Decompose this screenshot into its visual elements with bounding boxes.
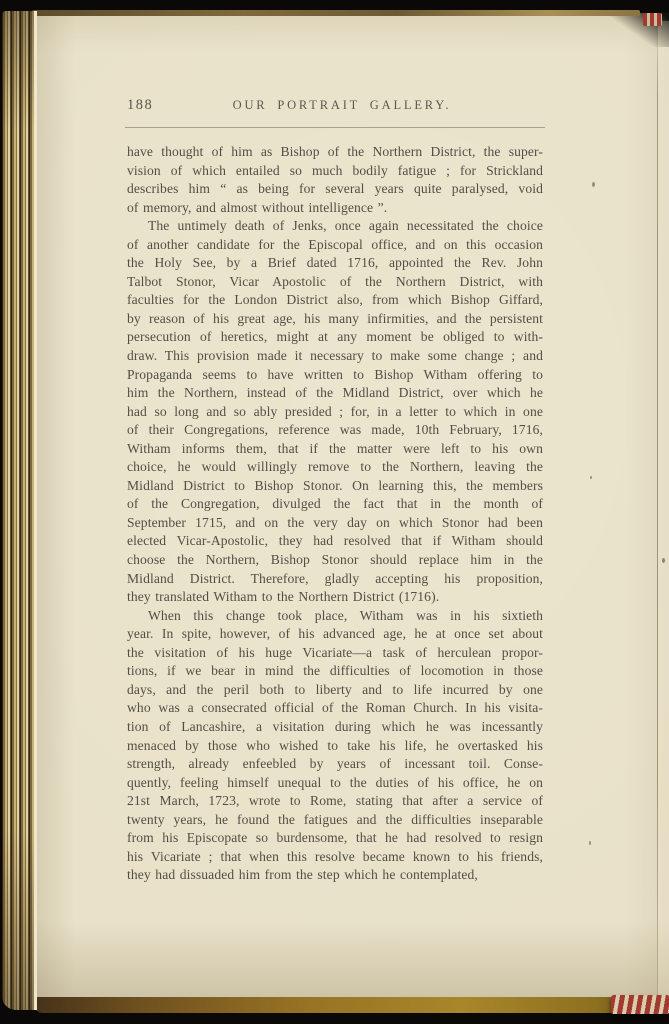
text-line: describes him “ as being for several years quite paralysed, void [127,181,543,197]
text-line: September 1715, and on the very day on which Stonor had been [127,514,543,530]
spine-headband-top [643,13,662,26]
text-line: who was a consecrated official of the Roman Church. In his visita- [127,700,543,716]
page-speck [592,182,595,187]
text-line: him the Northern, instead of the Midland District, over which he [127,385,543,401]
text-line: of their Congregations, reference was made, 10th February, 1716, [127,422,543,438]
spine-headband-bottom [611,995,669,1014]
next-page-sliver [658,21,669,1000]
book-page [30,13,669,1000]
text-line: strength, already enfeebled by years of incessant toil. Conse- [127,756,543,772]
text-line: had so long and so ably presided ; for, in a letter to which in one [127,403,543,419]
text-line: have thought of him as Bishop of the Northern District, the super- [127,144,543,159]
text-line: faculties for the London District also, from which Bishop Giffard, [127,292,543,308]
text-line: Midland District. Therefore, gladly accepting his proposition, [127,570,543,586]
page-gutter-line [657,19,658,998]
text-line: they had dissuaded him from the step which he contemplated, [127,867,478,883]
text-line: When this change took place, Witham was in his sixtieth [148,607,543,623]
book-fore-edge-stack [2,11,37,1010]
text-line: tion of Lancashire, a visitation during which he was incessantly [127,718,543,734]
page-number: 188 [127,97,154,113]
running-title: OUR PORTRAIT GALLERY. [232,98,452,112]
text-line: Midland District to Bishop Stonor. On learning this, the members [127,477,543,493]
paragraph [127,217,543,606]
text-line: vision of which entailed so much bodily fatigue ; for Strickland [127,162,543,178]
text-line: elected Vicar-Apostolic, they had resolved that if Witham should [127,533,543,549]
text-line: twenty years, he found the fatigues and the difficulties inseparable [127,811,543,827]
text-line: of the Congregation, divulged the fact that in the month of [127,496,543,512]
text-line: the visitation of his huge Vicariate—a task of herculean propor- [127,644,543,660]
text-line: days, and the peril both to liberty and to life incurred by one [127,681,543,697]
text-line: the Holy See, by a Brief dated 1716, appointed the Rev. John [127,255,543,271]
text-line: The untimely death of Jenks, once again necessitated the choice [148,218,543,234]
text-line: 21st March, 1723, wrote to Rome, stating that after a service of [127,793,543,809]
text-line: from his Episcopate so burdensome, that he had resolved to resign [127,830,543,846]
text-line: quently, feeling himself unequal to the duties of his office, he on [127,774,543,790]
text-line: they translated Witham to the Northern District (1716). [127,589,440,605]
page-speck [589,841,591,845]
text-line: choice, he would willingly remove to the Northern, leaving the [127,459,543,475]
text-line: year. In spite, however, of his advanced age, he at once set about [127,626,543,642]
text-line: draw. This provision made it necessary to make some change ; and [127,348,543,364]
text-line: Talbot Stonor, Vicar Apostolic of the Northern District, with [127,273,543,289]
text-line: choose the Northern, Bishop Stonor should replace him in the [127,552,543,568]
paragraph [127,143,543,217]
page-header [127,95,543,117]
text-line: his Vicariate ; that when this resolve became known to his friends, [127,848,543,864]
text-line: menaced by those who wished to take his life, he overtasked his [127,737,543,753]
text-line: Witham informs them, that if the matter were left to his own [127,440,543,456]
text-line: of memory, and almost without intelligence ”. [127,199,388,215]
text-line: tions, if we bear in mind the difficulties of locomotion in those [127,663,543,679]
text-line: Propaganda seems to have written to Bishop Witham offering to [127,366,543,382]
text-column [127,95,543,885]
text-line: by reason of his great age, his many infirmities, and the persistent [127,310,543,326]
header-rule [125,127,545,128]
paragraph [127,607,543,885]
text-line: of another candidate for the Episcopal office, and on this occasion [127,236,543,252]
text-line: persecution of heretics, might at any moment be obliged to with- [127,329,543,345]
page-top-edge [32,10,640,16]
page-speck [590,476,592,479]
body-text [127,143,543,885]
page-bottom-edge [33,997,627,1013]
page-speck [662,558,665,563]
